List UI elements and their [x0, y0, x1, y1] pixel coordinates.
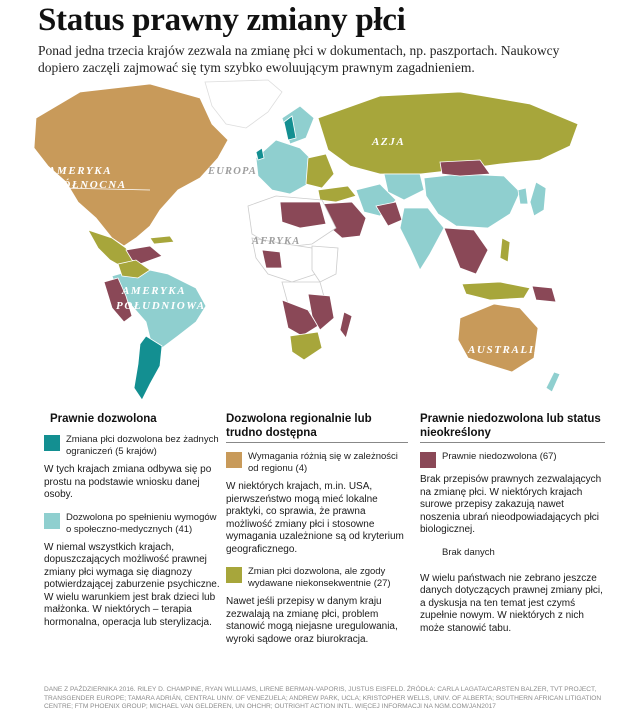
- legend-label-nonconsistent: Zmian płci dozwolona, ale zgody wydawane niekonsekwentnie (27): [248, 566, 391, 589]
- swatch-illegal: [420, 452, 436, 468]
- region-africa-east: [312, 246, 338, 282]
- swatch-nonconsistent: [226, 567, 242, 583]
- legend-label-after-requirements: Dozwolona po spełnieniu wymogów o społeczno-medycznych (41): [66, 511, 217, 535]
- legend-column-illegal: [420, 412, 605, 645]
- legend-item-nonconsistent: [226, 566, 408, 590]
- page-subtitle: Ponad jedna trzecia krajów zezwala na zmianę płci w dokumentach, np. paszportach. Naukowcy dopiero zaczęli zajmować się tym szybko ewoluującym prawnym zagadnieniem.: [38, 43, 560, 75]
- legend-item-no-restrictions: [44, 434, 224, 458]
- region-ireland: [256, 148, 264, 160]
- legend-item-no-data: [420, 547, 605, 563]
- label-asia: AZJA: [372, 136, 406, 148]
- region-southeast-asia: [444, 228, 488, 274]
- legend-column-legal: [44, 412, 224, 639]
- legend-heading-regional: Dozwolona regionalnie lub trudno dostępna: [226, 412, 408, 443]
- legend-text-no-data: W wielu państwach nie zebrano jeszcze danych dotyczących prawnej zmiany płci, a dyskusja na ten temat jest czymś zupełnie nowym. W niektórych z nich może stanowić tabu.: [420, 572, 603, 634]
- legend-heading-illegal: Prawnie niedozwolona lub status nieokreślony: [420, 412, 605, 443]
- world-map: [0, 78, 620, 408]
- label-europe: EUROPA: [208, 166, 258, 177]
- legend-heading-legal: Prawnie dozwolona: [50, 413, 157, 425]
- legend-item-after-requirements: [44, 512, 224, 536]
- region-australia: [458, 304, 538, 372]
- region-japan: [530, 182, 546, 216]
- region-korea: [518, 188, 528, 204]
- label-australia: AUSTRALIA: [468, 344, 544, 356]
- legend-text-after-requirements: W niemal wszystkich krajach, dopuszczających możliwość prawnej zmiany płci wymaga się diagnozy potwierdzającej zaburzenie psychiczne. W wielu warunkiem jest brak dzieci lub małżonka. W niektórych – terapia hormonalna, operacja lub sterylizacja.: [44, 541, 220, 628]
- label-south-america-line1: AMERYKA: [122, 285, 187, 297]
- region-china: [424, 174, 520, 228]
- label-north-america-line2: PÓŁNOCNA: [54, 179, 127, 191]
- region-caribbean: [150, 236, 174, 244]
- label-africa: AFRYKA: [252, 236, 301, 247]
- region-papua: [532, 286, 556, 302]
- region-philippines: [500, 238, 510, 262]
- page-title: Status prawny zmiany płci: [38, 2, 406, 38]
- swatch-after-requirements: [44, 513, 60, 529]
- sources-footer: DANE Z PAŹDZIERNIKA 2016. RILEY D. CHAMPINE, RYAN WILLIAMS, LIRENE BERMAN-VAPORIS, JUSTUS EISFELD. ŹRÓDŁA: CARLA LAGATA/CARSTEN BALZER, TVT PROJECT, TRANSGENDER EUROPE; TAMARA ADRIÁN, CENTRAL UNIV. OF VENEZUELA; ANDREW PARK, UCLA; KRISTOPHER WELLS, UNIV. OF ALBERTA; SOUTHERN AFRICAN LITIGATION CENTRE; FTM PHOENIX GROUP; MICHAEL VAN GELDEREN, UN OHCHR; OUTRIGHT ACTION INTL. WIĘCEJ INFORMACJI NA NGM.COM/JAN2017: [44, 686, 602, 710]
- region-new-zealand: [546, 372, 560, 392]
- legend-text-nonconsistent: Nawet jeśli przepisy w danym kraju zezwalają na zmianę płci, problem stanowić mogą niejasne uregulowania, wyroki sądowe oraz biurokracja.: [226, 596, 398, 645]
- swatch-no-data: [420, 547, 436, 563]
- swatch-no-restrictions: [44, 435, 60, 451]
- region-india: [400, 208, 444, 270]
- region-turkey: [318, 186, 356, 202]
- label-north-america-line1: AMERYKA: [48, 165, 113, 177]
- region-greenland: [205, 80, 282, 128]
- label-south-america-line2: POŁUDNIOWA: [116, 300, 206, 312]
- legend-text-no-restrictions: W tych krajach zmiana odbywa się po prostu na podstawie wniosku danej osoby.: [44, 464, 212, 500]
- legend-text-varies-by-region: W niektórych krajach, m.in. USA, pierwszeństwo mogą mieć lokalne praktyki, co sprawia, że prawna możliwość zmiany płci i stosowne wymagania uzależnione są od kryterium geograficznego.: [226, 481, 404, 555]
- region-south-america-south: [134, 336, 162, 400]
- legend-label-varies-by-region: Wymagania różnią się w zależności od regionu (4): [248, 451, 398, 474]
- legend-label-no-restrictions: Zmiana płci dozwolona bez żadnych ograniczeń (5 krajów): [66, 434, 219, 457]
- region-south-africa: [290, 332, 322, 360]
- region-indonesia: [462, 282, 530, 300]
- swatch-varies-by-region: [226, 452, 242, 468]
- legend-column-regional: [226, 412, 408, 656]
- legend-label-illegal: Prawnie niedozwolona (67): [442, 451, 557, 462]
- legend-item-varies-by-region: [226, 451, 408, 475]
- region-europe-east: [306, 154, 334, 188]
- region-nigeria: [262, 250, 282, 268]
- legend-text-illegal: Brak przepisów prawnych zezwalających na zmianę płci. W niektórych krajach surowe przepisy zakazują nawet noszenia ubrań nieodpowiadających płci biologicznej.: [420, 474, 602, 535]
- legend-label-no-data: Brak danych: [442, 546, 495, 558]
- region-madagascar: [340, 312, 352, 338]
- legend-item-illegal: [420, 451, 605, 468]
